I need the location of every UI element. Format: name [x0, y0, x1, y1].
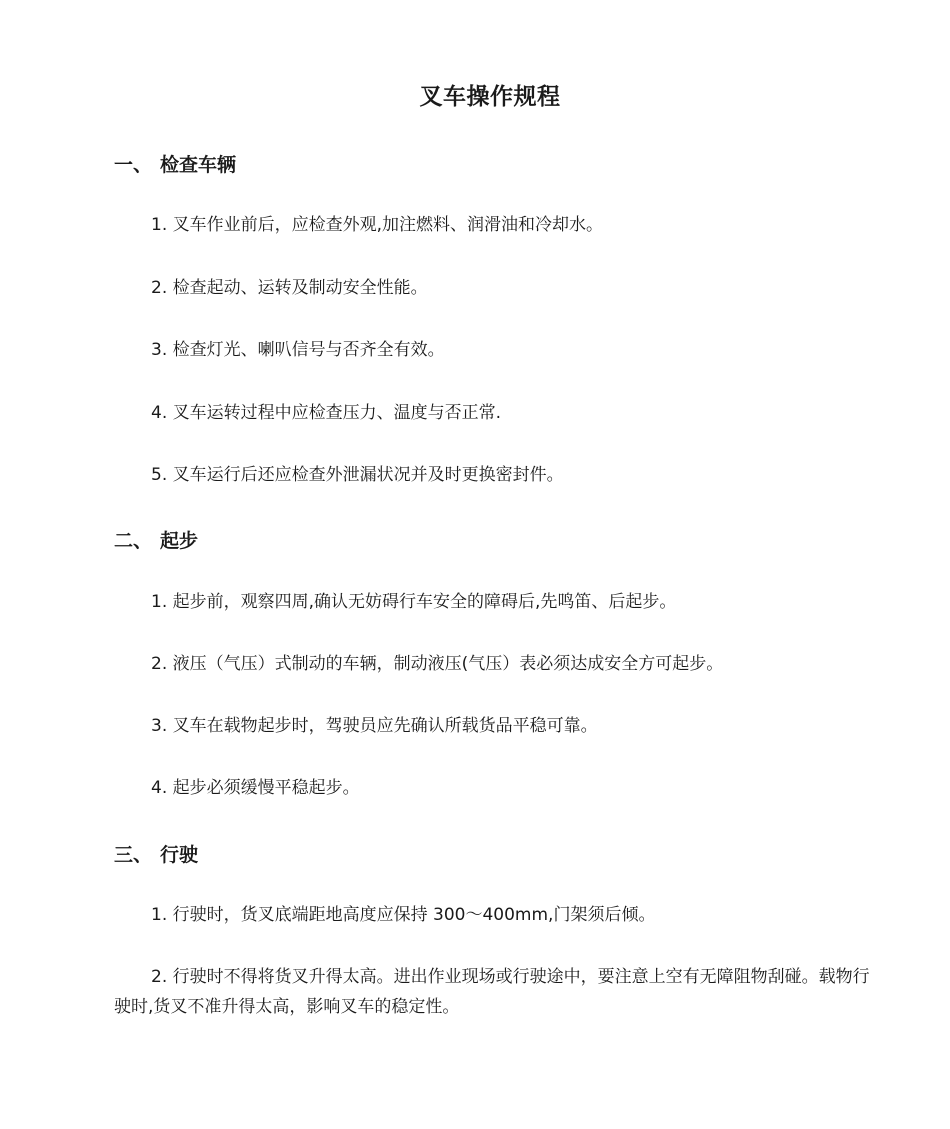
- section-title: 检查车辆: [160, 154, 237, 176]
- list-item: 1. 行驶时，货叉底端距地高度应保持 300～400mm,门架须后倾。: [151, 905, 656, 925]
- document-title: 叉车操作规程: [419, 84, 561, 110]
- section-title: 起步: [160, 530, 199, 552]
- list-item: 4. 起步必须缓慢平稳起步。: [151, 778, 360, 798]
- list-item: 2. 检查起动、运转及制动安全性能。: [151, 278, 428, 298]
- section-heading-check-vehicle: [114, 150, 236, 177]
- list-item: 3. 叉车在载物起步时，驾驶员应先确认所载货品平稳可靠。: [151, 716, 598, 736]
- list-item: 3. 检查灯光、喇叭信号与否齐全有效。: [151, 340, 445, 360]
- section-title: 行驶: [160, 844, 199, 866]
- list-item: 1. 起步前，观察四周,确认无妨碍行车安全的障碍后,先鸣笛、后起步。: [151, 592, 677, 612]
- section-heading-driving: [114, 840, 198, 867]
- section-number: 一、: [114, 154, 153, 176]
- list-item: 2. 液压（气压）式制动的车辆，制动液压(气压）表必须达成安全方可起步。: [151, 654, 724, 674]
- section-number: 三、: [114, 844, 153, 866]
- list-item: 5. 叉车运行后还应检查外泄漏状况并及时更换密封件。: [151, 465, 564, 485]
- section-heading-start: [114, 526, 198, 553]
- section-number: 二、: [114, 530, 153, 552]
- list-item: 1. 叉车作业前后，应检查外观,加注燃料、润滑油和冷却水。: [151, 215, 604, 235]
- list-item: 2. 行驶时不得将货叉升得太高。进出作业现场或行驶途中，要注意上空有无障阻物刮碰。载物行驶时,货叉不准升得太高，影响叉车的稳定性。: [114, 967, 870, 1017]
- list-item: 4. 叉车运转过程中应检查压力、温度与否正常.: [151, 403, 502, 423]
